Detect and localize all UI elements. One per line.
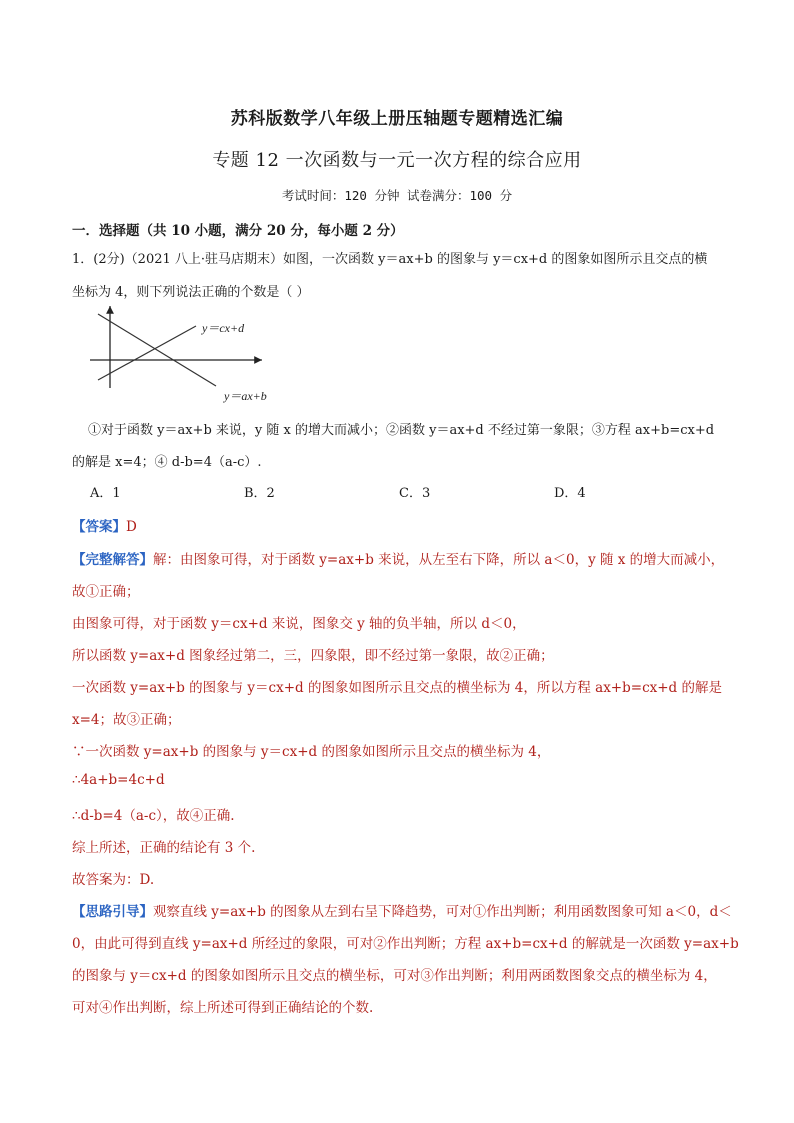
- option-c: C．3: [399, 486, 431, 501]
- document-subtitle: 专题 12 一次函数与一元一次方程的综合应用: [212, 150, 582, 171]
- line-cx-plus-d: [98, 326, 196, 380]
- hint-tag: 【思路引导】: [72, 904, 153, 920]
- solution-text: 解：由图象可得，对于函数 y=ax+b 来说，从左至右下降，所以 a＜0，y 随 x 的增大而减小，: [153, 552, 725, 568]
- solution-line: 所以函数 y=ax+d 图象经过第二，三，四象限，即不经过第一象限，故②正确；: [72, 648, 554, 664]
- solution-tag: 【完整解答】: [72, 552, 153, 568]
- solution-line: 一次函数 y=ax+b 的图象与 y＝cx+d 的图象如图所示且交点的横坐标为 4，所以方程 ax+b=cx+d 的解是: [72, 680, 722, 696]
- option-a: A．1: [90, 486, 121, 501]
- option-b: B．2: [244, 486, 275, 501]
- answer-tag: 【答案】: [72, 519, 126, 535]
- solution-line: ∴d-b=4（a-c），故④正确.: [72, 808, 235, 824]
- solution-line: 故答案为：D.: [72, 872, 155, 888]
- section-title: 一．选择题（共 10 小题，满分 20 分，每小题 2 分）: [72, 223, 404, 239]
- document-title: 苏科版数学八年级上册压轴题专题精选汇编: [230, 109, 564, 129]
- question-line-1: 1．(2分)（2021 八上·驻马店期末）如图，一次函数 y＝ax+b 的图象与 y＝cx+d 的图象如图所示且交点的横: [72, 252, 708, 267]
- question-line-2: 坐标为 4，则下列说法正确的个数是（ ）: [72, 285, 310, 300]
- solution-line: 综上所述，正确的结论有 3 个.: [72, 840, 256, 856]
- statements-line-2: 的解是 x=4；④ d-b=4（a-c）.: [72, 455, 262, 470]
- hint-line: 的图象与 y＝cx+d 的图象如图所示且交点的横坐标，可对③作出判断；利用两函数图象交点的横坐标为 4，: [72, 968, 717, 984]
- solution-line: x=4；故③正确；: [72, 712, 181, 728]
- hint-line: 0，由此可得到直线 y=ax+d 所经过的象限，可对②作出判断；方程 ax+b=cx+d 的解就是一次函数 y=ax+b: [72, 936, 739, 952]
- function-graph-figure: [84, 302, 284, 412]
- label-ax-plus-b: y＝ax+b: [224, 389, 267, 403]
- solution-line: ∴4a+b=4c+d: [72, 772, 165, 788]
- statements-line-1: ①对于函数 y＝ax+b 来说，y 随 x 的增大而减小；②函数 y＝ax+d 不经过第一象限；③方程 ax+b=cx+d: [88, 423, 715, 438]
- option-d: D．4: [554, 486, 586, 501]
- line-ax-plus-b: [98, 314, 216, 386]
- solution-line: 故①正确；: [72, 584, 140, 600]
- answer-row: [72, 515, 137, 535]
- label-cx-plus-d: y＝cx+d: [202, 321, 245, 335]
- hint-line: 可对④作出判断，综上所述可得到正确结论的个数.: [72, 1000, 374, 1016]
- answer-value: D: [126, 519, 137, 535]
- hint-text: 观察直线 y=ax+b 的图象从左到右呈下降趋势，可对①作出判断；利用函数图象可知 a＜0，d＜: [153, 904, 732, 920]
- hint-line-1: [72, 900, 732, 920]
- exam-info: 考试时间：120 分钟 试卷满分：100 分: [281, 188, 513, 203]
- solution-line: ∵一次函数 y=ax+b 的图象与 y＝cx+d 的图象如图所示且交点的横坐标为 4，: [72, 744, 551, 760]
- solution-line: 由图象可得，对于函数 y＝cx+d 来说，图象交 y 轴的负半轴，所以 d＜0，: [72, 616, 526, 632]
- solution-line-1: [72, 548, 724, 568]
